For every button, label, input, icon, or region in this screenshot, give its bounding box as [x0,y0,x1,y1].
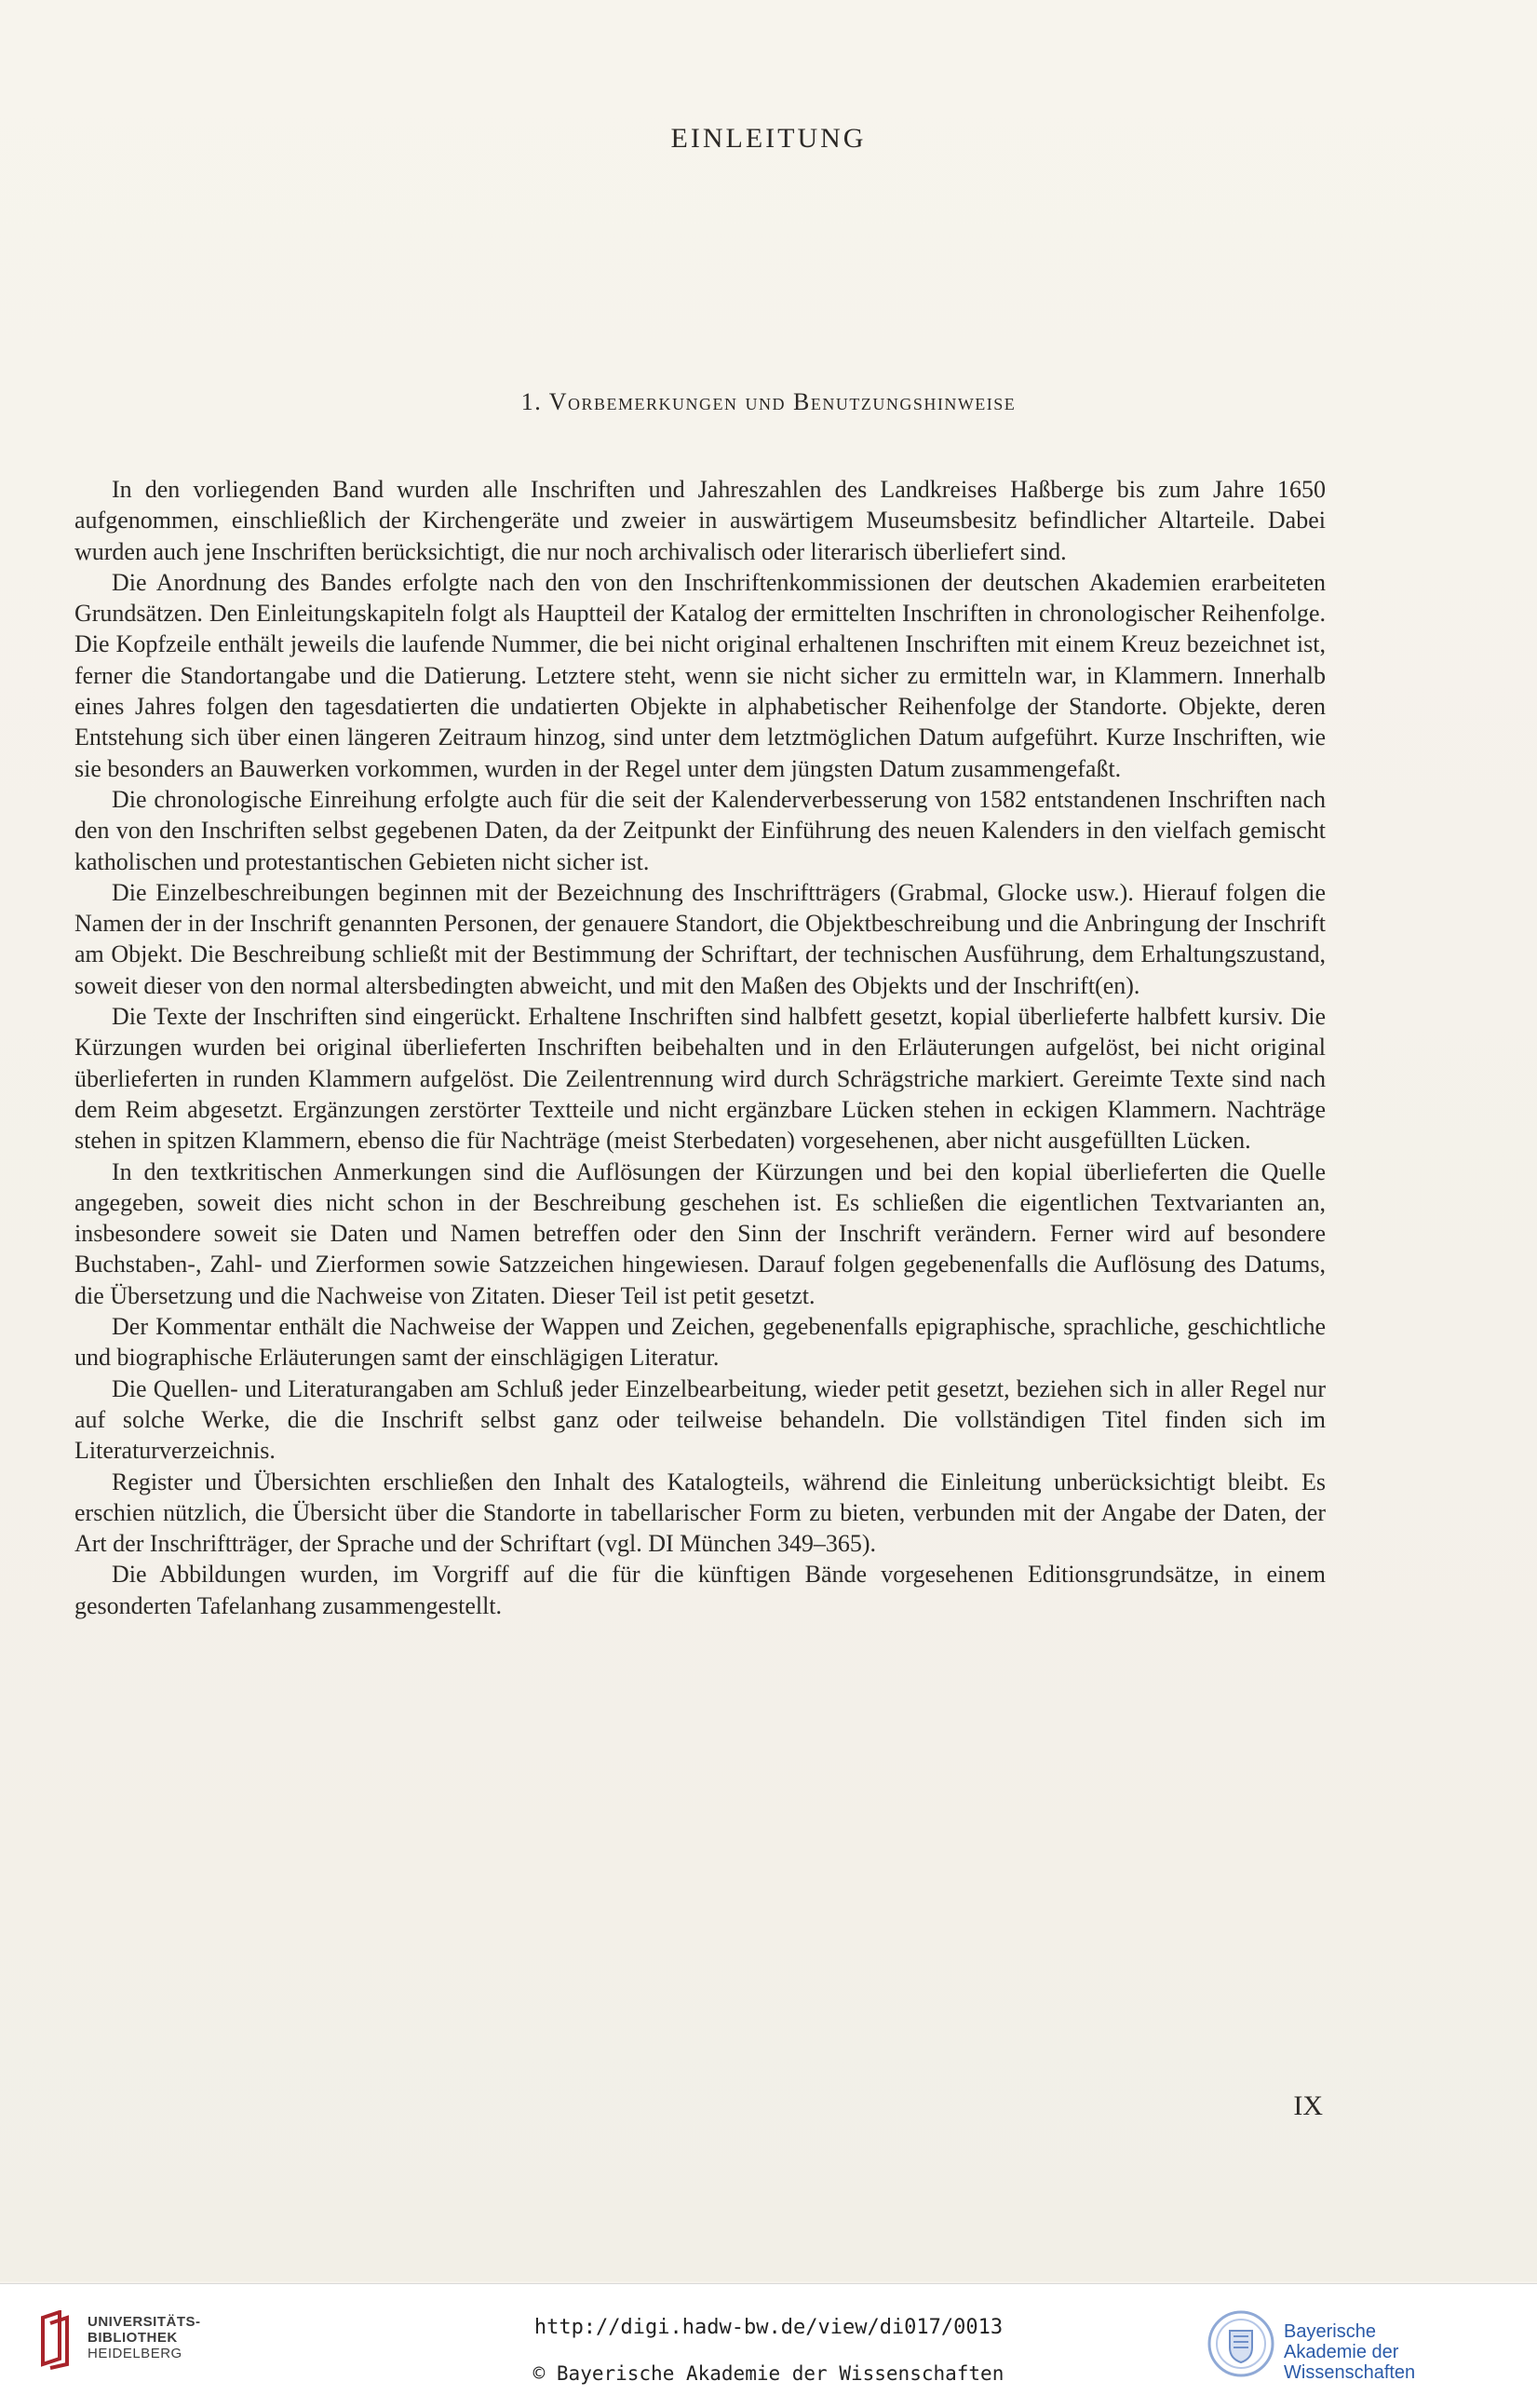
ub-logo-line: UNIVERSITÄTS- [88,2314,201,2330]
paragraph: Die Abbildungen wurden, im Vorgriff auf die für die künftigen Bände vorgesehenen Editionsgrundsätze, in einem gesonderten Tafelanhang zusammengestellt. [74,1561,1326,1619]
baw-logo-text [1284,2321,1513,2383]
paragraph: Register und Übersichten erschließen den Inhalt des Katalogteils, während die Einleitung unberücksichtigt bleibt. Es erschien nützlich, die Übersicht über die Standorte in tabellarischer Form zu bieten, verbunden mit der Angabe der Daten, der Art der Inschriftträger, der Sprache und der Schriftart (vgl. DI München 349–365). [74,1468,1326,1558]
baw-logo-line: Akademie der Wissenschaften [1284,2342,1416,2383]
paragraph: Die chronologische Einreihung erfolgte auch für die seit der Kalenderverbesserung von 1582 entstandenen Inschriften nach den von den Inschriften selbst gegebenen Daten, da der Zeitpunkt der Einführung des neuen Kalenders in den vielfach gemischt katholischen und protestantischen Gebieten nicht sicher ist. [74,785,1326,875]
permalink-url[interactable]: http://digi.hadw-bw.de/view/di017/0013 [533,2316,1004,2339]
ub-logo-line: HEIDELBERG [88,2346,182,2361]
baw-logo[interactable] [1206,2308,1513,2383]
copyright-notice: © Bayerische Akademie der Wissenschaften [533,2362,1004,2385]
paragraph: Der Kommentar enthält die Nachweise der Wappen und Zeichen, gegebenenfalls epigraphische, sprachliche, geschichtliche und biographische Erläuterungen samt der einschlägigen Literatur. [74,1313,1326,1372]
paragraph: Die Einzelbeschreibungen beginnen mit der Bezeichnung des Inschriftträgers (Grabmal, Glocke usw.). Hierauf folgen die Namen der in der Inschrift genannten Personen, der genauere Standort, die Objektbeschreibung und die Anbringung der Inschrift am Objekt. Die Beschreibung schließt mit der Bestimmung der Schriftart, der technischen Ausführung, dem Erhaltungszustand, soweit dieser von den normal altersbedingten abweicht, und mit den Maßen des Objekts und der Inschrift(en). [74,878,1326,999]
paragraph: Die Texte der Inschriften sind eingerückt. Erhaltene Inschriften sind halbfett gesetzt, kopial überlieferte halbfett kursiv. Die Kürzungen wurden bei original überlieferten Inschriften beibehalten und in den Erläuterungen aufgelöst, bei nicht original überlieferten in runden Klammern aufgelöst. Die Zeilentrennung wird durch Schrägstriche markiert. Gereimte Texte sind nach dem Reim abgesetzt. Ergänzungen zerstörter Textteile und nicht ergänzbare Lücken stehen in eckigen Klammern. Nachträge stehen in spitzen Klammern, ebenso die für Nachträge (meist Sterbedaten) vorgesehenen, aber nicht ausgefüllten Lücken. [74,1003,1326,1155]
body-text [74,474,1326,1621]
paragraph: Die Quellen- und Literaturangaben am Schluß jeder Einzelbearbeitung, wieder petit gesetzt, beziehen sich in aller Regel nur auf solche Werke, die die Inschrift selbst ganz oder teilweise behandeln. Die vollständigen Titel finden sich im Literaturverzeichnis. [74,1374,1326,1465]
paragraph: In den vorliegenden Band wurden alle Inschriften und Jahreszahlen des Landkreises Haßberge bis zum Jahre 1650 aufgenommen, einschließlich der Kirchengeräte und zweier in auswärtigem Museumsbesitz befindlicher Altarteile. Dabei wurden auch jene Inschriften berücksichtigt, die nur noch archivalisch oder literarisch überliefert sind. [74,476,1326,565]
ub-logo-line: BIBLIOTHEK [88,2330,178,2346]
baw-seal-icon [1206,2308,1276,2379]
viewer-footer [0,2283,1537,2408]
paragraph: In den textkritischen Anmerkungen sind die Auflösungen der Kürzungen und bei den kopial überlieferten die Quelle angegeben, soweit dies nicht schon in der Beschreibung geschehen ist. Es schließen die eigentlichen Textvarianten an, insbesondere soweit sie Daten und Namen betreffen oder den Sinn der Inschrift verändern. Ferner wird auf besondere Buchstaben-, Zahl- und Zierformen sowie Satzzeichen hingewiesen. Darauf folgen gegebenenfalls die Auflösung des Datums, die Übersetzung und die Nachweise von Zitaten. Dieser Teil ist petit gesetzt. [74,1157,1326,1309]
page-heading: EINLEITUNG [670,123,867,154]
baw-logo-line: Bayerische [1284,2321,1376,2342]
page-number: IX [1293,2090,1323,2121]
section-title: 1. Vorbemerkungen und Benutzungshinweise [520,388,1017,415]
paragraph: Die Anordnung des Bandes erfolgte nach den von den Inschriftenkommissionen der deutschen Akademien erarbeiteten Grundsätzen. Den Einleitungskapiteln folgt als Hauptteil der Katalog der ermittelten Inschriften in chronologischer Reihenfolge. Die Kopfzeile enthält jeweils die laufende Nummer, die bei nicht original erhaltenen Inschriften mit einem Kreuz bezeichnet ist, ferner die Standortangabe und die Datierung. Letztere steht, wenn sie nicht sicher zu ermitteln war, in Klammern. Innerhalb eines Jahres folgen den tagesdatierten die undatierten Objekte in alphabetischer Reihenfolge der Standorte. Objekte, deren Entstehung sich über einen längeren Zeitraum hinzog, sind unter dem letztmöglichen Datum aufgeführt. Kurze Inschriften, wie sie besonders an Bauwerken vorkommen, wurden in der Regel unter dem jüngsten Datum zusammengefaßt. [74,568,1326,782]
